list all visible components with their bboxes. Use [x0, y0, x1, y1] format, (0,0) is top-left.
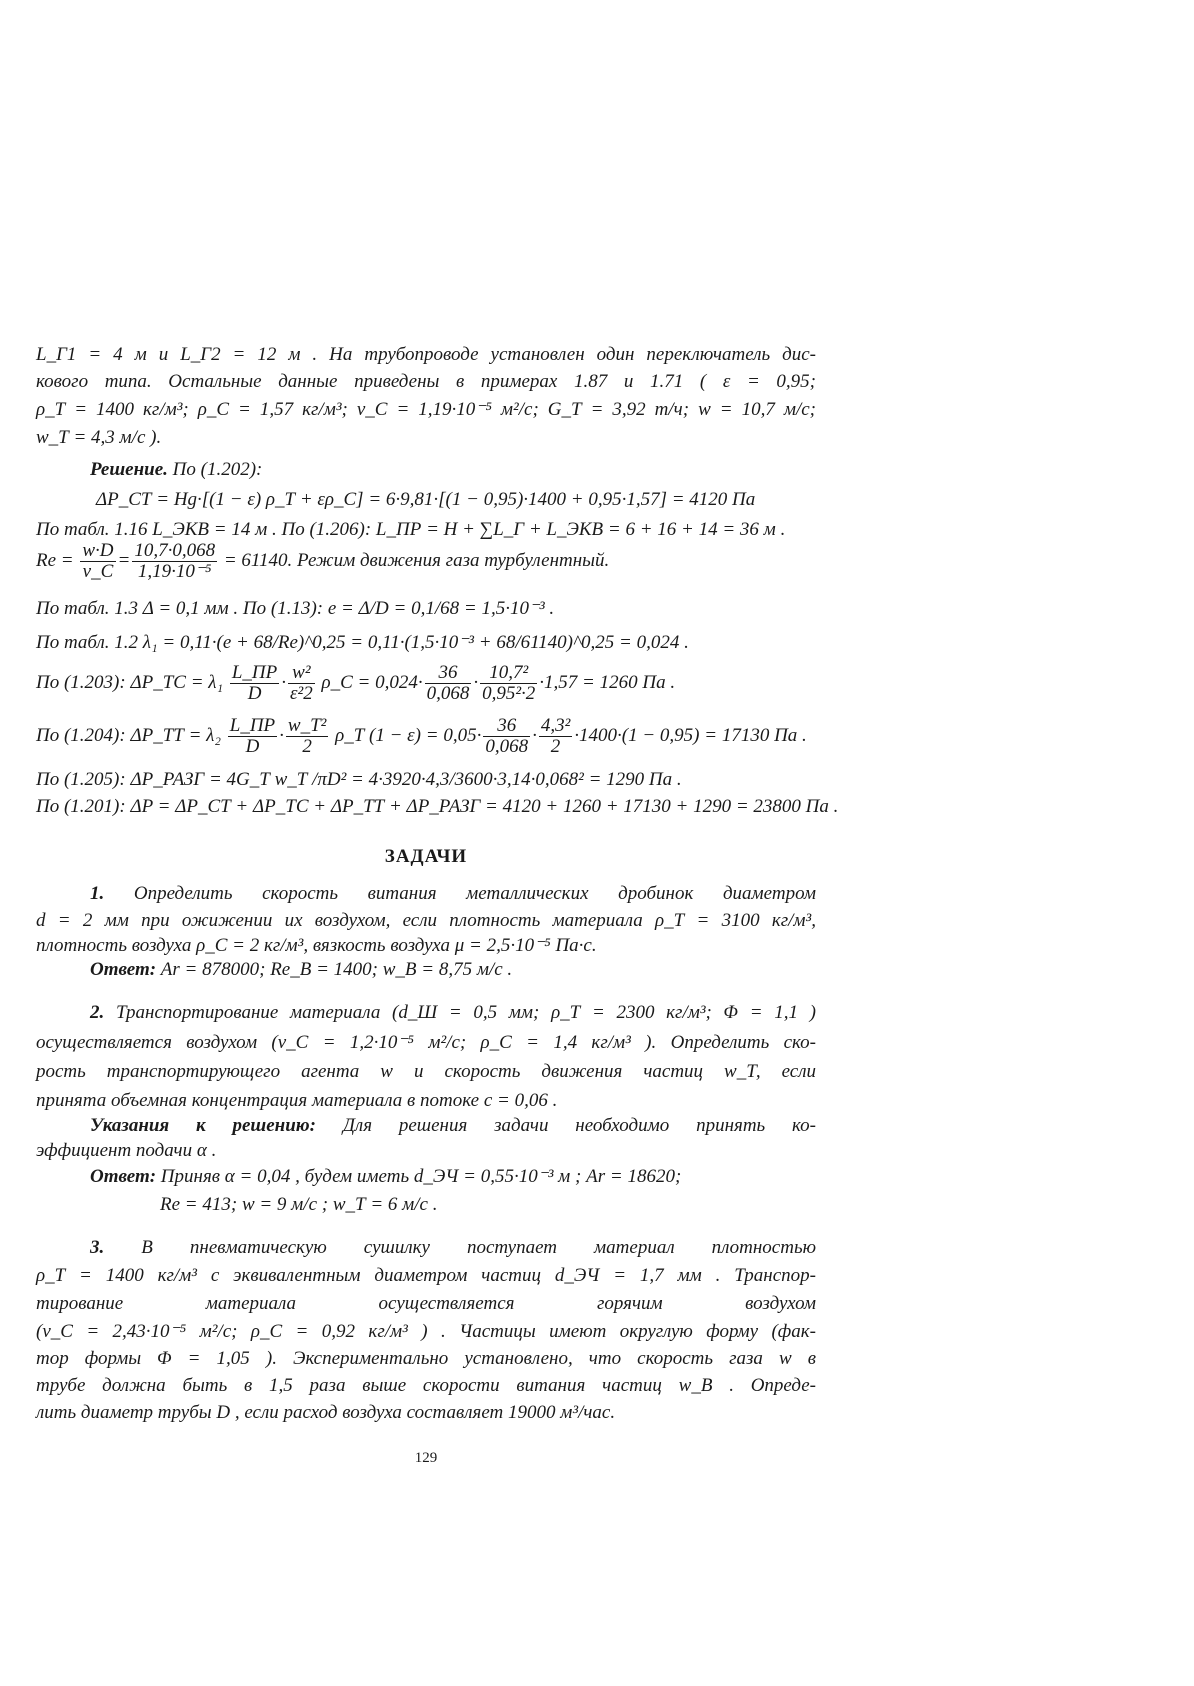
tt-fraction-3: $\frac{36}{0,068}$: [485, 715, 529, 757]
tt-fraction-1: $\frac{L\_ПР}{D}$: [229, 715, 276, 757]
tt-fraction-2: $\frac{\text{w\_Т²}}{2}$: [287, 715, 327, 757]
solution-heading-line: [90, 458, 816, 482]
task-3-line-6: трубе должна быть в 1,5 раза выше скорости витания частиц w_В . Опреде-: [36, 1375, 816, 1396]
intro-line-2: кового типа. Остальные данные приведены в примерах 1.87 и 1.71 ( ε = 0,95;: [36, 371, 816, 392]
equation-pressure-tc: По (1.203): ΔP_ТС = λ₁ $\frac{L\_ПР}{D}$ · $\frac{\text{w²}}{\text{ε²2}}$ ρ_С = 0,024· $\frac{36}{0,068}$ · $\frac{\text{10,7²}}{\text{0,95²·2}}$ ·1,57 = 1260 Па .: [36, 662, 676, 704]
re-lhs: Re =: [36, 549, 74, 571]
tc-fraction-4: $\frac{\text{10,7²}}{\text{0,95²·2}}$: [482, 662, 536, 704]
task-3-line-1: 3. В пневматическую сушилку поступает материал плотностью: [90, 1237, 816, 1258]
task-2-answer-line-2: Re = 413; w = 9 м/с ; w_Т = 6 м/с .: [160, 1194, 438, 1215]
tc-fraction-1: $\frac{L\_ПР}{D}$: [231, 662, 278, 704]
equation-reynolds: Re = $\frac{w\cdot D}{\nu\_С}$ = $\frac{10,7\cdot 0,068}{\text{1,19·10⁻⁵}}$ = 61140. Режим движения газа турбулентный.: [36, 540, 610, 582]
page-number: 129: [414, 1450, 438, 1466]
equation-acceleration: По (1.205): ΔP_РАЗГ = 4G_Т w_Т /πD² = 4·3920·4,3/3600·3,14·0,068² = 1290 Па .: [36, 769, 682, 790]
task-3-line-2: ρ_Т = 1400 кг/м³ с эквивалентным диаметром частиц d_ЭЧ = 1,7 мм . Транспор-: [36, 1265, 816, 1286]
solution-heading: Решение.: [90, 459, 168, 480]
task-2-line-4: принята объемная концентрация материала в потоке c = 0,06 .: [36, 1090, 558, 1111]
task-3-line-4: (ν_С = 2,43·10⁻⁵ м²/с; ρ_С = 0,92 кг/м³ ) . Частицы имеют округлую форму (фак-: [36, 1321, 816, 1342]
task-2-line-1: 2. Транспортирование материала (d_Ш = 0,5 мм; ρ_Т = 2300 кг/м³; Φ = 1,1 ): [90, 1002, 816, 1023]
task-3-line-5: тор формы Φ = 1,05 ). Экспериментально установлено, что скорость газа w в: [36, 1348, 816, 1369]
section-title: ЗАДАЧИ: [384, 846, 468, 867]
equation-static-pressure: ΔP_СТ = Hg·[(1 − ε) ρ_Т + ερ_С] = 6·9,81·[(1 − 0,95)·1400 + 0,95·1,57] = 4120 Па: [96, 489, 756, 510]
task-2-line-3: рость транспортирующего агента w и скорость движения частиц w_Т, если: [36, 1061, 816, 1082]
intro-line-3: ρ_Т = 1400 кг/м³; ρ_С = 1,57 кг/м³; ν_С = 1,19·10⁻⁵ м²/с; G_Т = 3,92 т/ч; w = 10,7 м/с;: [36, 399, 816, 420]
tt-fraction-4: $\frac{\text{4,3²}}{2}$: [540, 715, 571, 757]
task-2-line-2: осуществляется воздухом (ν_С = 1,2·10⁻⁵ м²/с; ρ_С = 1,4 кг/м³ ). Определить ско-: [36, 1032, 816, 1053]
task-1-line-1: 1. Определить скорость витания металлических дробинок диаметром: [90, 883, 816, 904]
tc-fraction-2: $\frac{\text{w²}}{\text{ε²2}}$: [290, 662, 313, 704]
task-1-line-3: плотность воздуха ρ_С = 2 кг/м³, вязкость воздуха μ = 2,5·10⁻⁵ Па·с.: [36, 935, 597, 956]
equation-pressure-tt: По (1.204): ΔP_ТТ = λ₂ $\frac{L\_ПР}{D}$ · $\frac{\text{w\_Т²}}{2}$ ρ_Т (1 − ε) = 0,05· $\frac{36}{0,068}$ · $\frac{\text{4,3²}}{2}$ ·1400·(1 − 0,95) = 17130 Па .: [36, 715, 807, 757]
intro-line-4: w_Т = 4,3 м/с ).: [36, 427, 162, 448]
intro-line-1: L_Г1 = 4 м и L_Г2 = 12 м . На трубопроводе установлен один переключатель дис-: [36, 344, 816, 365]
task-3-line-3: тирование материала осуществляется горячим воздухом: [36, 1293, 816, 1314]
re-rest: = 61140. Режим движения газа турбулентный.: [223, 549, 610, 571]
equation-length: По табл. 1.16 L_ЭКВ = 14 м . По (1.206): L_ПР = H + ∑L_Г + L_ЭКВ = 6 + 16 + 14 = 36 м .: [36, 519, 786, 540]
task-2-hint-line-2: эффициент подачи α .: [36, 1140, 217, 1161]
equation-total: По (1.201): ΔP = ΔP_СТ + ΔP_ТС + ΔP_ТТ + ΔP_РАЗГ = 4120 + 1260 + 17130 + 1290 = 23800 Па .: [36, 796, 839, 817]
task-2-answer: Ответ: Приняв α = 0,04 , будем иметь d_ЭЧ = 0,55·10⁻³ м ; Ar = 18620;: [90, 1166, 682, 1187]
equation-lambda: По табл. 1.2 λ₁ = 0,11·(e + 68/Re)^0,25 = 0,11·(1,5·10⁻³ + 68/61140)^0,25 = 0,024 .: [36, 632, 689, 653]
task-3-line-7: лить диаметр трубы D , если расход воздуха составляет 19000 м³/час.: [36, 1402, 616, 1423]
tc-fraction-3: $\frac{36}{0,068}$: [426, 662, 470, 704]
re-fraction-1: $\frac{w\cdot D}{\nu\_С}$: [82, 540, 114, 582]
task-1-line-2: d = 2 мм при ожижении их воздухом, если плотность материала ρ_Т = 3100 кг/м³,: [36, 910, 816, 931]
solution-ref: По (1.202):: [167, 459, 263, 480]
re-fraction-2: $\frac{10,7\cdot 0,068}{\text{1,19·10⁻⁵}}$: [134, 540, 216, 582]
task-2-hint: Указания к решению: Для решения задачи необходимо принять ко-: [90, 1115, 817, 1136]
task-1-answer: Ответ: Ar = 878000; Re_В = 1400; w_В = 8,75 м/с .: [90, 959, 513, 980]
equation-roughness: По табл. 1.3 Δ = 0,1 мм . По (1.13): e = Δ/D = 0,1/68 = 1,5·10⁻³ .: [36, 598, 555, 619]
